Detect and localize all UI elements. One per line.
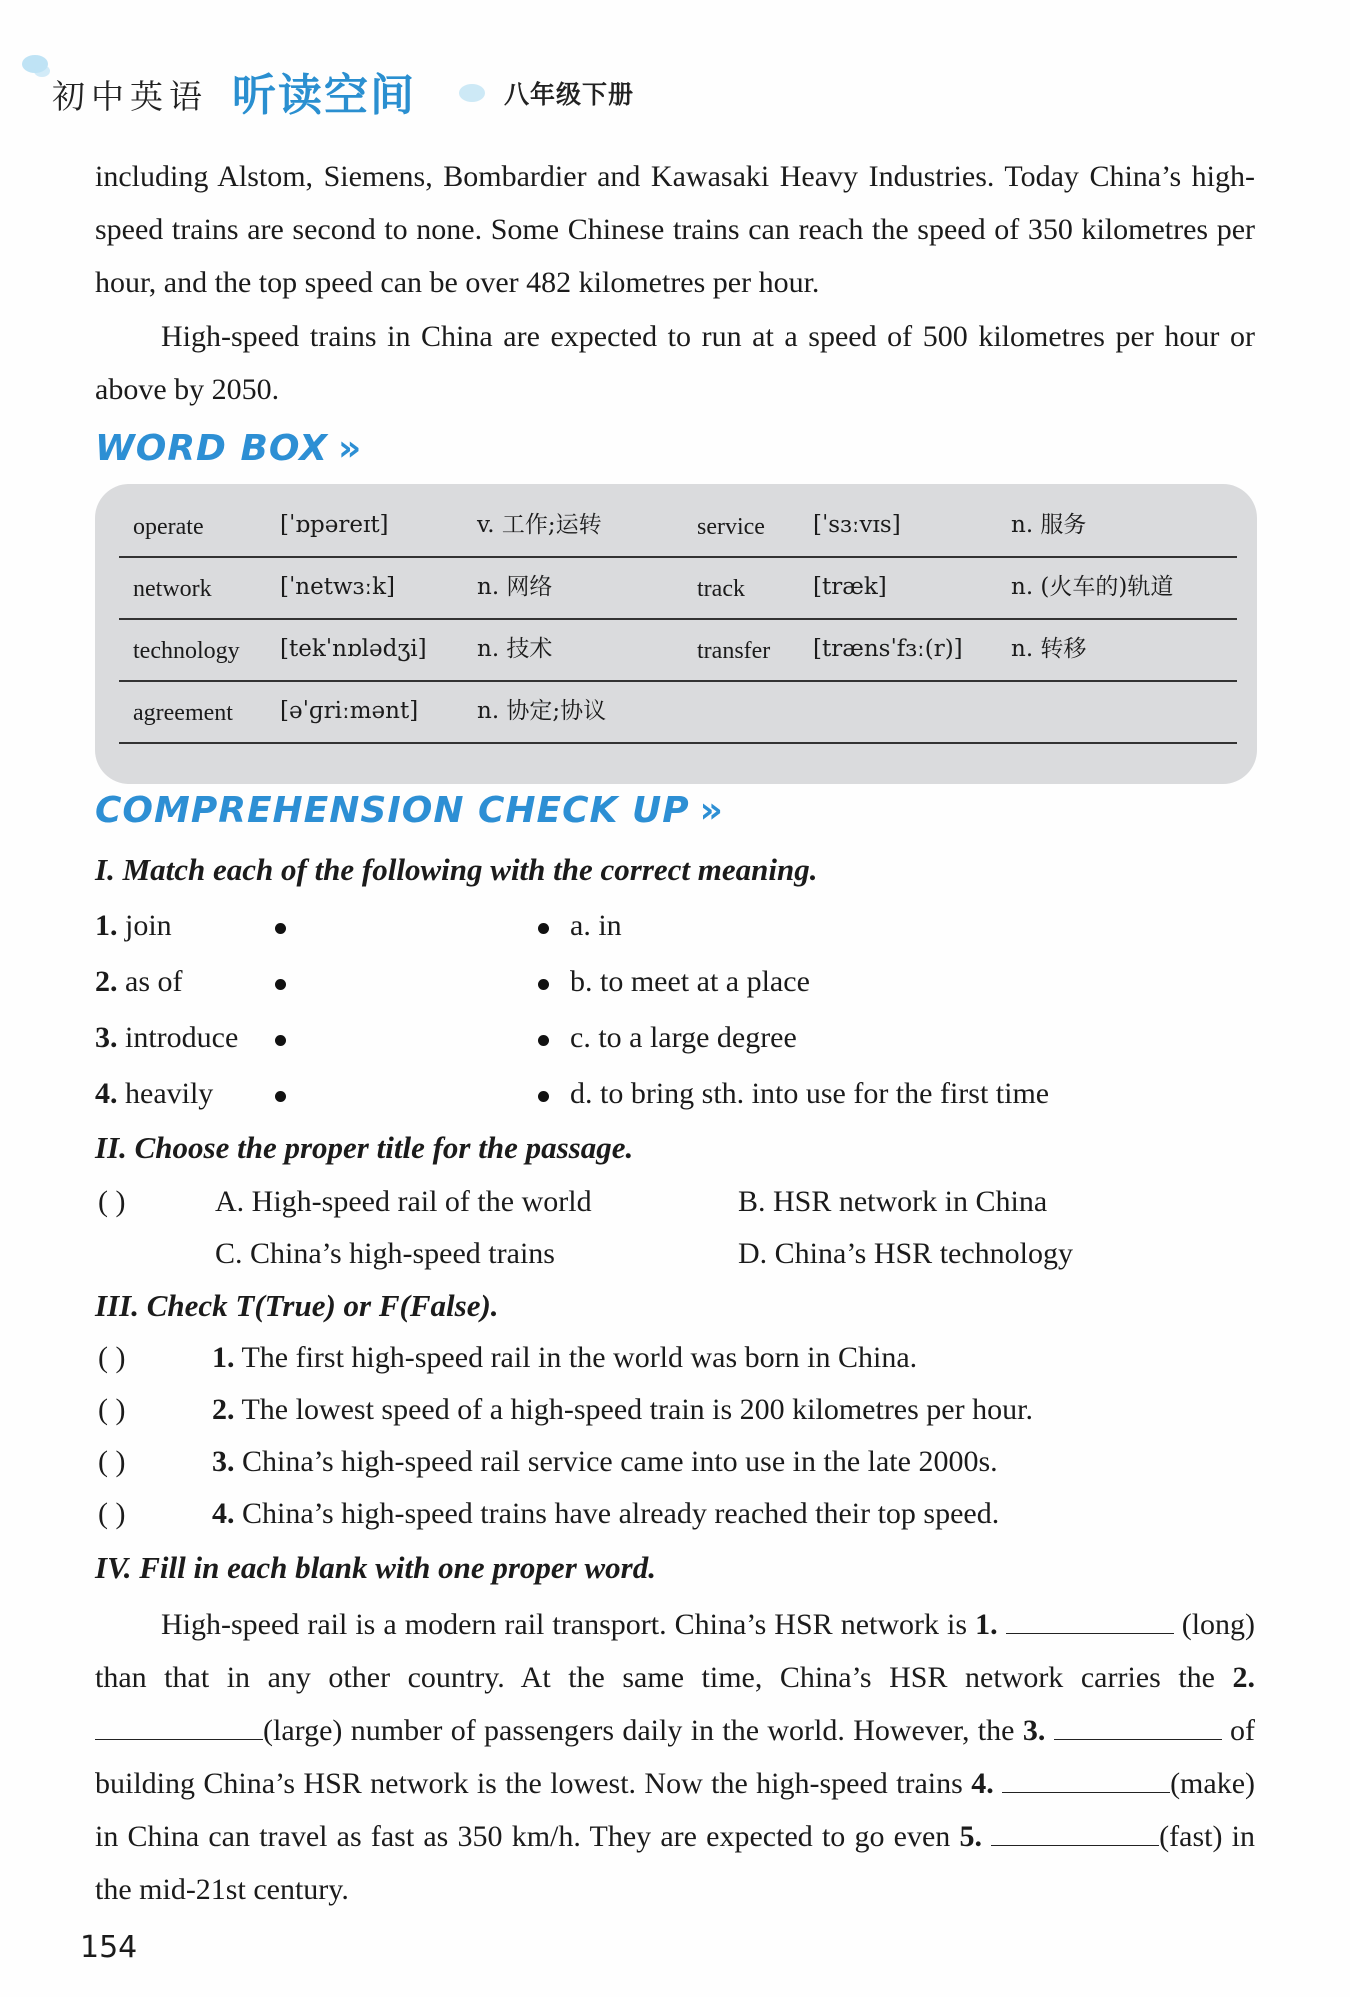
item-number: 2. — [95, 965, 118, 998]
vocab-pronunciation: [trænsˈfɜː(r)] — [813, 636, 963, 662]
divider — [119, 618, 1237, 620]
vocab-word: technology — [133, 638, 240, 664]
word-box-title — [95, 428, 362, 469]
item-number: 3. — [95, 1021, 118, 1054]
match-right-item: c. to a large degree — [570, 1021, 797, 1054]
item-text: heavily — [125, 1077, 214, 1110]
answer-paren[interactable]: ( ) — [98, 1341, 126, 1374]
arrows-icon: » — [337, 428, 363, 469]
question-heading: III. Check T(True) or F(False). — [95, 1288, 499, 1323]
fill-in-paragraph — [95, 1598, 1255, 1916]
item-text: as of — [125, 965, 183, 998]
match-left-item — [95, 906, 172, 946]
vocab-word: track — [697, 576, 745, 602]
vocab-meaning: n. (火车的)轨道 — [1011, 574, 1174, 600]
vocab-meaning: n. 技术 — [477, 636, 553, 662]
match-right-item: d. to bring sth. into use for the first time — [570, 1077, 1050, 1110]
vocab-word: transfer — [697, 638, 771, 664]
vocab-pronunciation: [tekˈnɒlədʒi] — [280, 636, 427, 662]
match-dot-right[interactable] — [538, 979, 549, 990]
item-number: 4. — [95, 1077, 118, 1110]
blank-number: 5. — [959, 1820, 982, 1853]
page-header — [22, 55, 722, 135]
paragraph-text: (long) than that in any other country. At the same time, China’s HSR network carries the — [95, 1608, 1256, 1694]
choice-option: C. China’s high-speed trains — [215, 1237, 555, 1270]
answer-blank[interactable] — [1054, 1709, 1222, 1740]
vocab-meaning: n. 服务 — [1011, 512, 1087, 538]
item-text: China’s high-speed rail service came into use in the late 2000s. — [242, 1445, 998, 1478]
vocab-pronunciation: [ˈnetwɜːk] — [280, 574, 396, 600]
vocab-meaning: n. 网络 — [477, 574, 553, 600]
tf-item — [212, 1390, 1033, 1430]
item-number: 1. — [212, 1341, 235, 1374]
grade-label: 八年级下册 — [504, 80, 635, 109]
match-dot-left[interactable] — [275, 923, 286, 934]
arrows-icon: » — [699, 790, 724, 831]
answer-paren[interactable]: ( ) — [98, 1185, 126, 1218]
item-text: join — [125, 909, 172, 942]
vocab-word: agreement — [133, 700, 233, 726]
answer-paren[interactable]: ( ) — [98, 1393, 126, 1426]
answer-blank[interactable] — [95, 1709, 263, 1740]
comprehension-title — [95, 790, 724, 831]
vocab-pronunciation: [ˈɒpəreɪt] — [280, 512, 389, 538]
item-number: 2. — [212, 1393, 235, 1426]
choice-option: A. High-speed rail of the world — [215, 1185, 592, 1218]
vocab-pronunciation: [træk] — [813, 574, 887, 600]
question-heading: IV. Fill in each blank with one proper word. — [95, 1550, 656, 1585]
vocab-meaning: v. 工作;运转 — [477, 512, 602, 538]
vocab-word: service — [697, 514, 765, 540]
page-number: 154 — [80, 1930, 138, 1965]
passage-paragraph-2: High-speed trains in China are expected to run at a speed of 500 kilometres per hour or above by 2050. — [95, 320, 1255, 406]
match-dot-left[interactable] — [275, 1035, 286, 1046]
answer-blank[interactable] — [991, 1815, 1159, 1846]
answer-blank[interactable] — [1002, 1762, 1170, 1793]
blank-number: 2. — [1232, 1661, 1256, 1694]
item-text: The first high-speed rail in the world was born in China. — [241, 1341, 918, 1374]
paragraph-text: (large) number of passengers daily in the world. However, the — [263, 1714, 1015, 1747]
paragraph-text: of building China’s HSR network is the lowest. Now the high-speed trains — [95, 1714, 1256, 1800]
choice-option: B. HSR network in China — [738, 1185, 1048, 1218]
match-right-item: b. to meet at a place — [570, 965, 810, 998]
answer-paren[interactable]: ( ) — [98, 1497, 126, 1530]
item-number: 1. — [95, 909, 118, 942]
answer-paren[interactable]: ( ) — [98, 1445, 126, 1478]
tf-item — [212, 1338, 917, 1378]
vocab-pronunciation: [əˈɡriːmənt] — [280, 698, 419, 724]
answer-blank[interactable] — [1006, 1603, 1174, 1634]
choice-option: D. China’s HSR technology — [738, 1237, 1073, 1270]
paragraph-text: High-speed rail is a modern rail transport. China’s HSR network is — [161, 1608, 968, 1641]
paragraph-text: (make) in China can travel as fast as 350 km/h. They are expected to go even — [95, 1767, 1256, 1853]
question-heading: II. Choose the proper title for the passage. — [95, 1130, 634, 1165]
match-left-item — [95, 1018, 238, 1058]
item-text: China’s high-speed trains have already reached their top speed. — [242, 1497, 1000, 1530]
match-left-item — [95, 1074, 213, 1114]
passage-paragraph-1: including Alstom, Siemens, Bombardier and Kawasaki Heavy Industries. Today China’s high-speed trains are second to none. Some Chinese trains can reach the speed of 350 kilometres per hour, and the top speed can be over 482 kilometres per hour. — [95, 160, 1255, 299]
match-dot-right[interactable] — [538, 923, 549, 934]
word-box-title-text: WORD BOX — [95, 428, 328, 469]
vocab-meaning: n. 协定;协议 — [477, 698, 607, 724]
vocab-pronunciation: [ˈsɜːvɪs] — [813, 512, 901, 538]
word-box — [95, 484, 1257, 784]
decor-dot — [459, 84, 485, 102]
comprehension-title-text: COMPREHENSION CHECK UP — [95, 790, 690, 831]
item-text: The lowest speed of a high-speed train is 200 kilometres per hour. — [241, 1393, 1033, 1426]
vocab-meaning: n. 转移 — [1011, 636, 1087, 662]
decor-bubble — [34, 65, 50, 77]
blank-number: 3. — [1022, 1714, 1046, 1747]
match-dot-left[interactable] — [275, 1091, 286, 1102]
match-dot-right[interactable] — [538, 1035, 549, 1046]
item-number: 3. — [212, 1445, 235, 1478]
match-right-item: a. in — [570, 909, 622, 942]
divider — [119, 680, 1237, 682]
divider — [119, 742, 1237, 744]
tf-item — [212, 1442, 998, 1482]
tf-item — [212, 1494, 999, 1534]
series-title: 初中英语 — [52, 77, 208, 116]
match-dot-left[interactable] — [275, 979, 286, 990]
vocab-word: operate — [133, 514, 204, 540]
item-number: 4. — [212, 1497, 235, 1530]
question-heading: I. Match each of the following with the correct meaning. — [95, 852, 818, 887]
match-left-item — [95, 962, 182, 1002]
blank-number: 4. — [971, 1767, 994, 1800]
blank-number: 1. — [975, 1608, 998, 1641]
divider — [119, 556, 1237, 558]
brand-logo: 听读空间 — [232, 70, 416, 121]
item-text: introduce — [125, 1021, 239, 1054]
match-dot-right[interactable] — [538, 1091, 549, 1102]
paragraph-text: (fast) in the mid-21st century. — [95, 1820, 1255, 1906]
vocab-word: network — [133, 576, 212, 602]
